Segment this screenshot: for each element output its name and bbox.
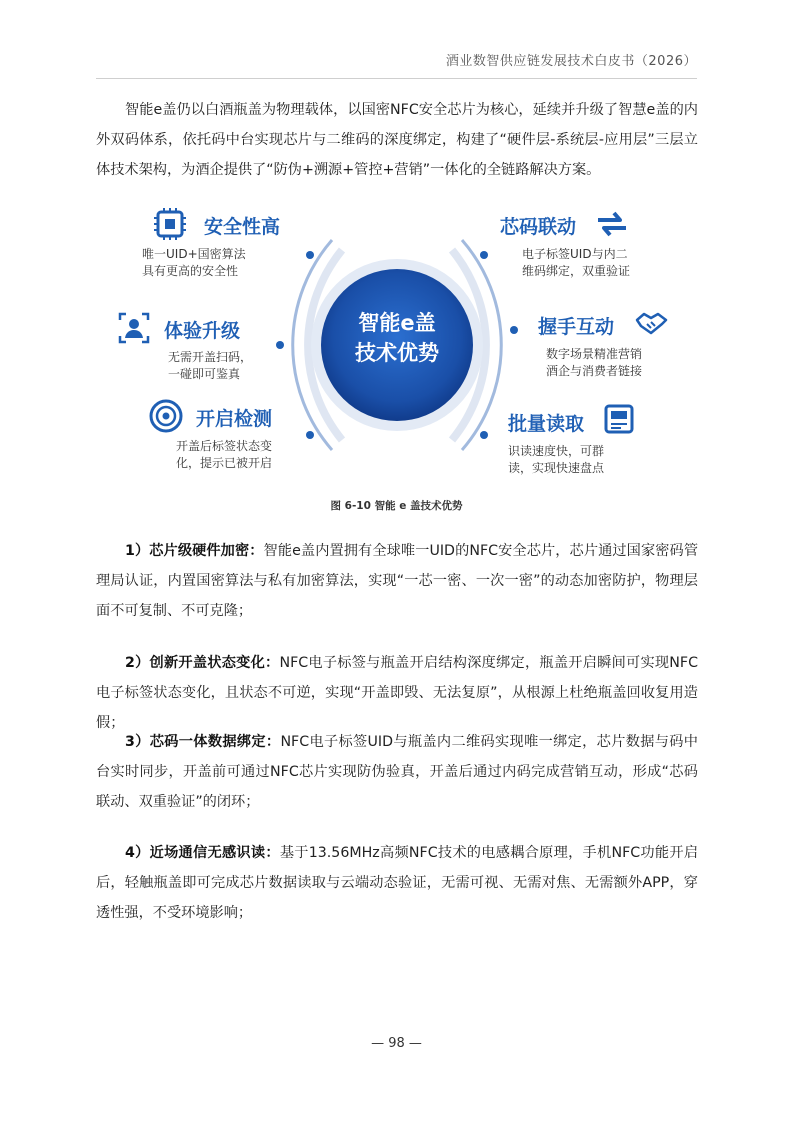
feature-desc-5b: 酒企与消费者链接 xyxy=(546,364,643,378)
item-3 xyxy=(96,727,698,817)
feature-desc-2a: 无需开盖扫码， xyxy=(168,350,253,364)
item-3-text: NFC电子标签UID与瓶盖内二维码实现唯一绑定，芯片数据与码中台实时同步，开盖前可通过NFC芯片实现防伪验真，开盖后通过内码完成营销互动，形成“芯码联动、双重验证”的闭环； xyxy=(96,734,698,810)
feature-desc-1a: 唯一UID+国密算法 xyxy=(142,247,246,261)
feature-title-4: 芯码联动 xyxy=(500,216,577,238)
item-4-text: 基于13.56MHz高频NFC技术的电感耦合原理，手机NFC功能开启后，轻触瓶盖即可完成芯片数据读取与云端动态验证，无需可视、无需对焦、无需额外APP，穿透性强，不受环境影响； xyxy=(96,845,699,921)
center-line-2: 技术优势 xyxy=(355,341,439,365)
chip-icon xyxy=(154,208,186,240)
advantages-diagram xyxy=(96,200,698,490)
feature-title-1: 安全性高 xyxy=(204,216,281,238)
intro-paragraph: 智能e盖仍以白酒瓶盖为物理载体，以国密NFC安全芯片为核心，延续并升级了智慧e盖的内外双码体系，依托码中台实现芯片与二维码的深度绑定，构建了“硬件层-系统层-应用层”三层立体技术架构，为酒企提供了“防伪+溯源+管控+营销”一体化的全链路解决方案。 xyxy=(96,102,698,178)
handshake-icon xyxy=(637,314,666,333)
feature-desc-6b: 读，实现快速盘点 xyxy=(508,461,605,475)
feature-title-3: 开启检测 xyxy=(196,408,273,430)
item-2-label: 2）创新开盖状态变化： xyxy=(125,655,280,671)
item-1-label: 1）芯片级硬件加密： xyxy=(125,543,264,559)
figure-advantages xyxy=(96,200,698,490)
item-2-text: NFC电子标签与瓶盖开启结构深度绑定，瓶盖开启瞬间可实现NFC电子标签状态变化，且状态不可逆，实现“开盖即毁、无法复原”，从根源上杜绝瓶盖回收复用造假； xyxy=(96,655,698,731)
feature-title-6: 批量读取 xyxy=(508,413,585,435)
page-number: — 98 — xyxy=(371,1036,422,1051)
link-arrow-icon xyxy=(598,213,626,235)
item-4-label: 4）近场通信无感识读： xyxy=(125,845,280,861)
user-icon xyxy=(120,314,148,342)
feature-desc-3a: 开盖后标签状态变 xyxy=(176,439,273,453)
target-icon xyxy=(151,401,181,431)
header-title: 酒业数智供应链发展技术白皮书（2026） xyxy=(445,54,697,69)
item-2 xyxy=(96,648,698,738)
feature-title-5: 握手互动 xyxy=(538,316,615,338)
center-line-1: 智能e盖 xyxy=(358,311,436,335)
feature-title-2: 体验升级 xyxy=(164,320,241,342)
feature-desc-4b: 维码绑定，双重验证 xyxy=(522,264,631,278)
feature-desc-4a: 电子标签UID与内二 xyxy=(522,247,628,261)
item-1-text: 智能e盖内置拥有全球唯一UID的NFC安全芯片，芯片通过国家密码管理局认证，内置国密算法与私有加密算法，实现“一芯一密、一次一密”的动态加密防护，物理层面不可复制、不可克隆； xyxy=(96,543,699,619)
feature-desc-5a: 数字场景精准营销 xyxy=(546,347,643,361)
feature-desc-3b: 化，提示已被开启 xyxy=(176,456,273,470)
feature-desc-6a: 识读速度快，可群 xyxy=(508,444,605,458)
item-4 xyxy=(96,838,698,928)
feature-desc-1b: 具有更高的安全性 xyxy=(142,264,239,278)
figure-caption: 图 6-10 智能 e 盖技术优势 xyxy=(330,500,463,512)
reader-icon xyxy=(606,406,632,432)
item-1 xyxy=(96,536,698,626)
page-header xyxy=(96,48,697,79)
item-3-label: 3）芯码一体数据绑定： xyxy=(125,734,281,750)
feature-desc-2b: 一碰即可鉴真 xyxy=(168,367,241,381)
